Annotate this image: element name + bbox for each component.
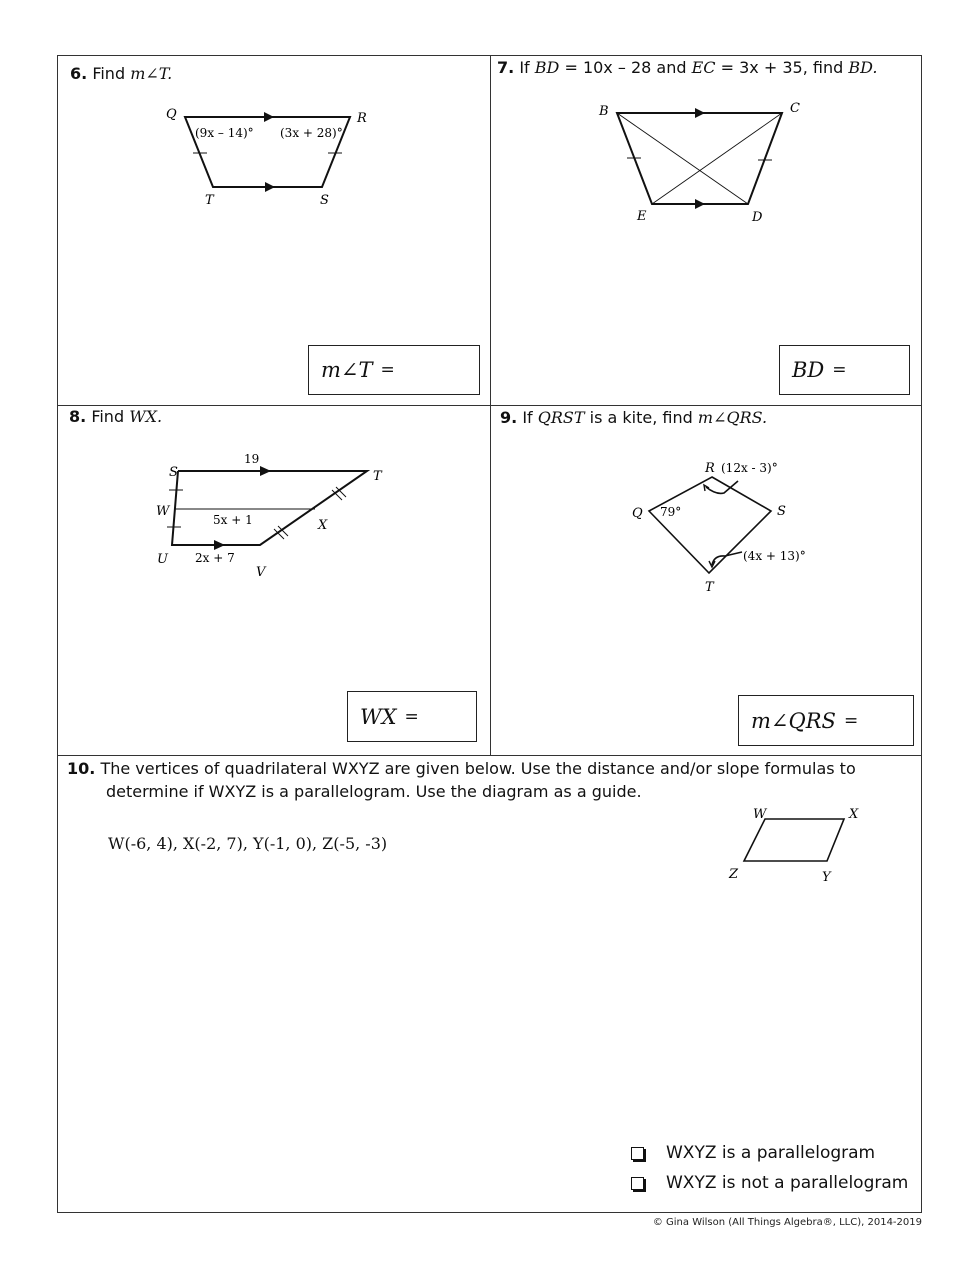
problem-6-prompt: 6. Find m∠T. — [70, 64, 173, 83]
vertex-b-label: B — [599, 104, 609, 119]
vertex-r-label: R — [705, 461, 715, 476]
vertex-v-label: V — [256, 565, 266, 580]
copyright-footer: © Gina Wilson (All Things Algebra®, LLC), 2014-2019 — [652, 1217, 922, 1228]
checkbox-not-parallelogram[interactable] — [631, 1177, 644, 1190]
answer-box-7[interactable]: BD = — [779, 345, 910, 395]
row-divider-1 — [58, 405, 921, 406]
problem-9-prompt: 9. If QRST is a kite, find m∠QRS. — [500, 408, 768, 427]
vertex-s-label: S — [777, 504, 786, 519]
vertex-q-label: Q — [632, 506, 643, 521]
angle-r-expression: (12x - 3)° — [721, 461, 778, 475]
vertex-r-label: R — [357, 111, 367, 126]
vertex-w-label: W — [753, 807, 767, 822]
vertex-t-label: T — [705, 580, 714, 595]
angle-r-expression: (3x + 28)° — [280, 126, 343, 140]
vertex-q-label: Q — [166, 107, 177, 122]
problem-10-prompt-line2: determine if WXYZ is a parallelogram. Use the diagram as a guide. — [106, 782, 642, 801]
option-not-parallelogram[interactable]: WXYZ is not a parallelogram — [631, 1173, 908, 1193]
vertex-u-label: U — [157, 552, 168, 567]
angle-q-expression: (9x – 14)° — [195, 126, 254, 140]
checkbox-is-parallelogram[interactable] — [631, 1147, 644, 1160]
answer-box-9[interactable]: m∠QRS = — [738, 695, 914, 746]
vertex-s-label: S — [169, 465, 178, 480]
problem-7-trapezoid-diagram — [590, 95, 810, 230]
problem-number: 6. — [70, 64, 88, 83]
vertex-e-label: E — [637, 209, 647, 224]
problem-6-trapezoid-diagram — [160, 100, 380, 215]
problem-10-parallelogram-diagram — [722, 800, 872, 890]
top-length: 19 — [244, 452, 260, 466]
vertex-w-label: W — [156, 504, 170, 519]
problem-10-coordinates: W(-6, 4), X(-2, 7), Y(-1, 0), Z(-5, -3) — [108, 834, 388, 853]
angle-t-expression: (4x + 13)° — [743, 549, 806, 563]
vertex-d-label: D — [752, 210, 763, 225]
angle-q-measure: 79° — [660, 505, 682, 519]
answer-box-8[interactable]: WX = — [347, 691, 477, 742]
vertex-c-label: C — [790, 101, 800, 116]
option-is-parallelogram[interactable]: WXYZ is a parallelogram — [631, 1143, 875, 1163]
midsegment-length: 5x + 1 — [213, 513, 253, 527]
vertex-y-label: Y — [822, 870, 831, 885]
problem-10-prompt-line1: 10. The vertices of quadrilateral WXYZ are given below. Use the distance and/or slope formulas to — [67, 759, 856, 778]
row-divider-2 — [58, 755, 921, 756]
vertex-x-label: X — [849, 807, 859, 822]
vertex-s-label: S — [320, 193, 329, 208]
bottom-length: 2x + 7 — [195, 551, 235, 565]
vertex-t-label: T — [205, 193, 214, 208]
problem-8-trapezoid-diagram — [150, 445, 395, 590]
answer-box-6[interactable]: m∠T = — [308, 345, 480, 395]
problem-9-kite-diagram — [620, 455, 820, 600]
vertex-t-label: T — [373, 469, 382, 484]
problem-8-prompt: 8. Find WX. — [69, 407, 163, 426]
problem-7-prompt: 7. If BD = 10x – 28 and EC = 3x + 35, find BD. — [497, 58, 878, 77]
vertex-z-label: Z — [729, 867, 739, 882]
vertex-x-label: X — [318, 518, 328, 533]
